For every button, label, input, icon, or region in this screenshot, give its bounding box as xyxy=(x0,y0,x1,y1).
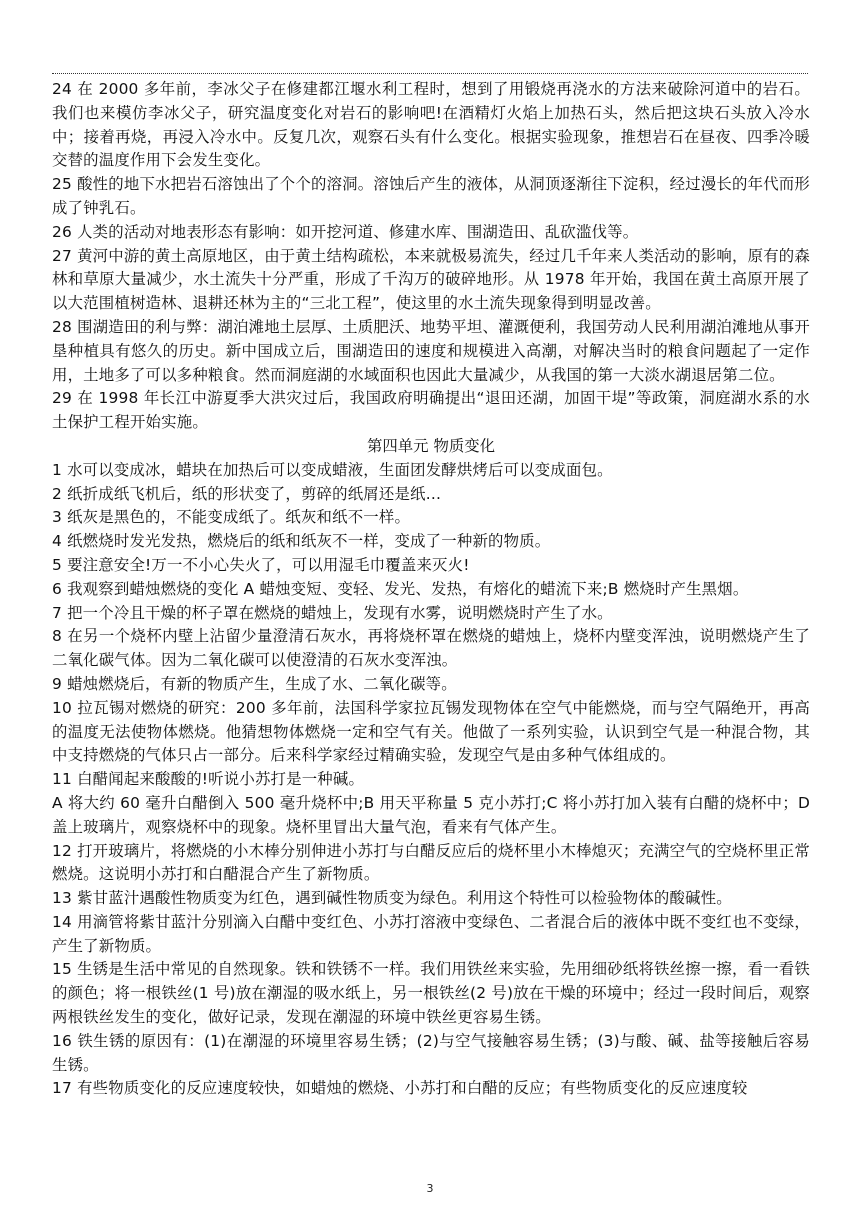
paragraph: 29 在 1998 年长江中游夏季大洪灾过后，我国政府明确提出“退田还湖，加固干堤”等政策，洞庭湖水系的水土保护工程开始实施。 xyxy=(52,389,810,432)
paragraph: 9 蜡烛燃烧后，有新的物质产生，生成了水、二氧化碳等。 xyxy=(52,674,457,693)
paragraph: 27 黄河中游的黄土高原地区，由于黄土结构疏松，本来就极易流失，经过几千年来人类活动的影响，原有的森林和草原大量减少，水土流失十分严重，形成了千沟万的破碎地形。从 1978 年开始，我国在黄土高原开展了以大范围植树造林、退耕还林为主的“三北工程”，使这里的水土流失现象得到明显改善。 xyxy=(52,246,810,313)
paragraph: 5 要注意安全!万一不小心失火了，可以用湿毛巾覆盖来灭火! xyxy=(52,555,470,574)
paragraph: 26 人类的活动对地表形态有影响：如开挖河道、修建水库、围湖造田、乱砍滥伐等。 xyxy=(52,222,639,241)
paragraph: 13 紫甘蓝汁遇酸性物质变为红色，遇到碱性物质变为绿色。利用这个特性可以检验物体的酸碱性。 xyxy=(52,889,732,908)
paragraph: 8 在另一个烧杯内壁上沾留少量澄清石灰水，再将烧杯罩在燃烧的蜡烛上，烧杯内壁变浑浊，说明燃烧产生了二氧化碳气体。因为二氧化碳可以使澄清的石灰水变浑浊。 xyxy=(52,627,810,670)
paragraph: A 将大约 60 毫升白醋倒入 500 毫升烧杯中;B 用天平称量 5 克小苏打;C 将小苏打加入装有白醋的烧杯中；D 盖上玻璃片，观察烧杯中的现象。烧杯里冒出大量气泡，看来有气体产生。 xyxy=(52,793,810,836)
paragraph: 11 白醋闻起来酸酸的!听说小苏打是一种碱。 xyxy=(52,770,365,789)
document-body xyxy=(52,78,810,1101)
paragraph: 3 纸灰是黑色的，不能变成纸了。纸灰和纸不一样。 xyxy=(52,508,411,527)
paragraph: 16 铁生锈的原因有：(1)在潮湿的环境里容易生锈；(2)与空气接触容易生锈；(3)与酸、碱、盐等接触后容易生锈。 xyxy=(52,1031,810,1074)
paragraph: 17 有些物质变化的反应速度较快，如蜡烛的燃烧、小苏打和白醋的反应；有些物质变化的反应速度较 xyxy=(52,1079,748,1098)
paragraph: 14 用滴管将紫甘蓝汁分别滴入白醋中变红色、小苏打溶液中变绿色、二者混合后的液体中既不变红也不变绿，产生了新物质。 xyxy=(52,912,810,955)
paragraph: 7 把一个冷且干燥的杯子罩在燃烧的蜡烛上，发现有水雾，说明燃烧时产生了水。 xyxy=(52,603,613,622)
paragraph: 4 纸燃烧时发光发热，燃烧后的纸和纸灰不一样，变成了一种新的物质。 xyxy=(52,532,551,551)
paragraph: 28 围湖造田的利与弊：湖泊滩地土层厚、土质肥沃、地势平坦、灌溉便利，我国劳动人民利用湖泊滩地从事开垦种植具有悠久的历史。新中国成立后，围湖造田的速度和规模进入高潮，对解决当时的粮食问题起了一定作用，土地多了可以多种粮食。然而洞庭湖的水域面积也因此大量减少，从我国的第一大淡水湖退居第二位。 xyxy=(52,317,810,384)
paragraph: 2 纸折成纸飞机后，纸的形状变了，剪碎的纸屑还是纸… xyxy=(52,484,442,503)
page-number: 3 xyxy=(426,1182,434,1195)
paragraph: 15 生锈是生活中常见的自然现象。铁和铁锈不一样。我们用铁丝来实验，先用细砂纸将铁丝擦一擦，看一看铁的颜色；将一根铁丝(1 号)放在潮湿的吸水纸上，另一根铁丝(2 号)放在干燥的环境中；经过一段时间后，观察两根铁丝发生的变化，做好记录，发现在潮湿的环境中铁丝更容易生锈。 xyxy=(52,960,810,1027)
paragraph: 24 在 2000 多年前，李冰父子在修建都江堰水利工程时，想到了用锻烧再浇水的方法来破除河道中的岩石。我们也来模仿李冰父子，研究温度变化对岩石的影响吧!在酒精灯火焰上加热石头，然后把这块石头放入冷水中；接着再烧，再浸入冷水中。反复几次，观察石头有什么变化。根据实验现象，推想岩石在昼夜、四季冷暖交替的温度作用下会发生变化。 xyxy=(52,80,810,170)
paragraph: 12 打开玻璃片，将燃烧的小木棒分别伸进小苏打与白醋反应后的烧杯里小木棒熄灭；充满空气的空烧杯里正常燃烧。这说明小苏打和白醋混合产生了新物质。 xyxy=(52,841,810,884)
paragraph: 1 水可以变成冰，蜡块在加热后可以变成蜡液，生面团发酵烘烤后可以变成面包。 xyxy=(52,460,613,479)
paragraph: 10 拉瓦锡对燃烧的研究：200 多年前，法国科学家拉瓦锡发现物体在空气中能燃烧，而与空气隔绝开，再高的温度无法使物体燃烧。他猜想物体燃烧一定和空气有关。他做了一系列实验，认识到空气是一种混合物，其中支持燃烧的气体只占一部分。后来科学家经过精确实验，发现空气是由多种气体组成的。 xyxy=(52,698,810,765)
paragraph: 25 酸性的地下水把岩石溶蚀出了个个的溶洞。溶蚀后产生的液体，从洞顶逐渐往下淀积，经过漫长的年代而形成了钟乳石。 xyxy=(52,175,810,217)
top-divider xyxy=(52,73,808,74)
paragraph: 6 我观察到蜡烛燃烧的变化 A 蜡烛变短、变轻、发光、发热，有熔化的蜡流下来;B 燃烧时产生黑烟。 xyxy=(52,579,749,598)
section-heading: 第四单元 物质变化 xyxy=(366,436,496,455)
